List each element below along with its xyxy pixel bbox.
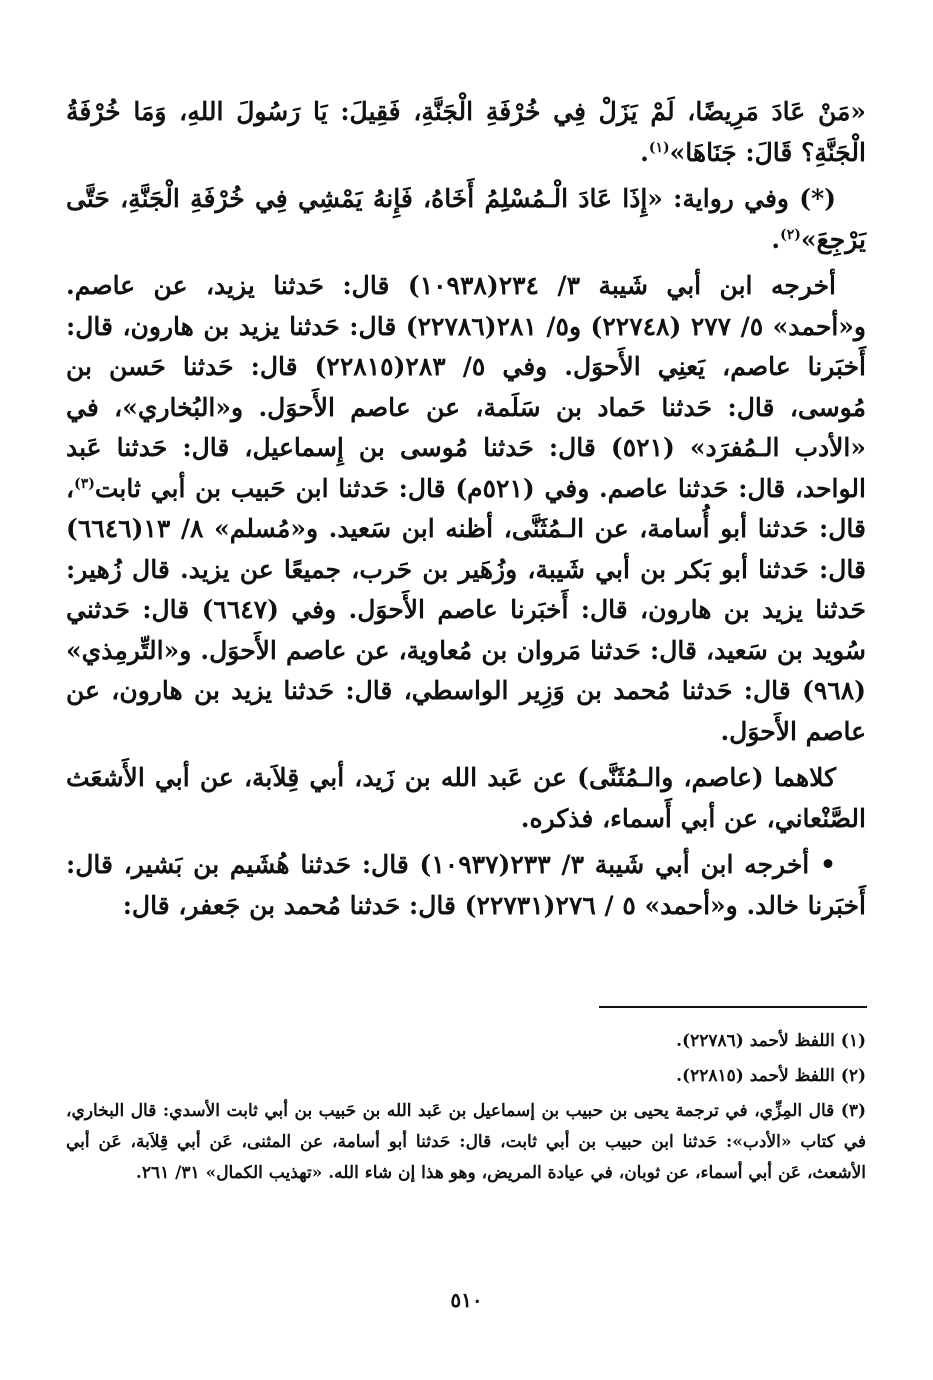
footnote-divider — [599, 1006, 867, 1008]
footnote-2: (٢) اللفظ لأحمد (٢٢٨١٥). — [676, 1066, 866, 1086]
page-number: ٥١٠ — [450, 1288, 483, 1312]
footnote-ref-3[interactable]: (٣) — [74, 475, 95, 492]
paragraph-takhrij — [66, 266, 866, 752]
takhrij-text-part2: ، قال: حَدثنا أبو أُسامة، عن الـمُثَنَّى، أظنه ابن سَعيد. و«مُسلم» ٨/ ١٣(٦٦٤٦) قال: حَدثنا أبو بَكر بن أبي شَيبة، وزُهَير بن حَرب، جميعًا عن يزيد. قال زُهير: حَدثنا يزيد بن هارون، قال: أَخبَرنا عاصم الأَحوَل. وفي (٦٦٤٧) قال: حَدثني سُويد بن سَعيد، قال: حَدثنا مَروان بن مُعاوية، عن عاصم الأَحوَل. و«التِّرمِذي» (٩٦٨) قال: حَدثنا مُحمد بن وَزِير الواسطي، قال: حَدثنا يزيد بن هارون، عن عاصم الأَحوَل. — [66, 473, 867, 746]
period: . — [640, 137, 649, 167]
paragraph-hadith — [66, 92, 866, 173]
takhrij-2-text: • أخرجه ابن أبي شَيبة ٣/ ٢٣٣(١٠٩٣٧) قال: حَدثنا هُشَيم بن بَشير، قال: أَخبَرنا خالد. و«أحمد» ٥ / ٢٧٦(٢٢٧٣١) قال: حَدثنا مُحمد بن جَعفر، قال: — [66, 850, 866, 920]
riwaya-text: (*) وفي رواية: «إِذَا عَادَ الْـمُسْلِمُ أَخَاهُ، فَإِنهُ يَمْشِي فِي خُرْفَةِ الْجَنَّةِ، حَتَّى يَرْجِعَ» — [66, 184, 866, 254]
hadith-text: «مَنْ عَادَ مَرِيضًا، لَمْ يَزَلْ فِي خُرْفَةِ الْجَنَّةِ، فَقِيلَ: يَا رَسُولَ اللهِ، وَمَا خُرْفَةُ الْجَنَّةِ؟ قَالَ: جَنَاهَا» — [66, 97, 866, 167]
paragraph-kilahuma — [66, 758, 866, 839]
paragraph-takhrij-2 — [66, 845, 866, 926]
period: . — [771, 224, 781, 254]
main-text — [66, 92, 866, 932]
footnote-1: (١) اللفظ لأحمد (٢٢٧٨٦). — [676, 1031, 866, 1051]
footnote-ref-1[interactable]: (١) — [648, 139, 670, 156]
paragraph-riwaya — [66, 179, 866, 260]
kilahuma-text: كلاهما (عاصم، والـمُثَنَّى) عن عَبد الله بن زَيد، أبي قِلاَبة، عن أبي الأَشعَث الصَّنْعاني، عن أبي أَسماء، فذكره. — [66, 763, 866, 833]
footnote-3: (٣) قال المِزِّي، في ترجمة يحيى بن حبيب بن إسماعيل بن عَبد الله بن حَبيب بن أبي ثابت الأسدي: قال البخاري، في كتاب «الأدب»: حَدثنا ابن حبيب بن أبي ثابت، قال: حَدثنا أبو أسامة، عن المثنى، عَن أبي قِلاَبة، عَن أبي الأشعث، عَن أبي أسماء، عن ثوبان، في عيادة المريض، وهو هذا إن شاء الله. «تهذيب الكمال» ٣١/ ٢٦١. — [66, 1101, 866, 1183]
takhrij-text-part1: أخرجه ابن أبي شَيبة ٣/ ٢٣٤(١٠٩٣٨) قال: حَدثنا يزيد، عن عاصم. و«أحمد» ٥/ ٢٧٧ (٢٢٧٤٨) و٥/ ٢٨١(٢٢٧٨٦) قال: حَدثنا يزيد بن هارون، قال: أَخبَرنا عاصم، يَعنِي الأَحوَل. وفي ٥/ ٢٨٣(٢٢٨١٥) قال: حَدثنا حَسن بن مُوسى، قال: حَدثنا حَماد بن سَلَمة، عن عاصم الأَحوَل. و«البُخاري»، في «الأدب الـمُفرَد» (٥٢١) قال: حَدثنا مُوسى بن إِسماعيل، قال: حَدثنا عَبد الواحد، قال: حَدثنا عاصم. وفي (٥٢١م) قال: حَدثنا ابن حَبيب بن أبي ثابت — [66, 271, 866, 503]
footnotes — [66, 1026, 866, 1193]
footnote-ref-2[interactable]: (٢) — [780, 226, 801, 243]
